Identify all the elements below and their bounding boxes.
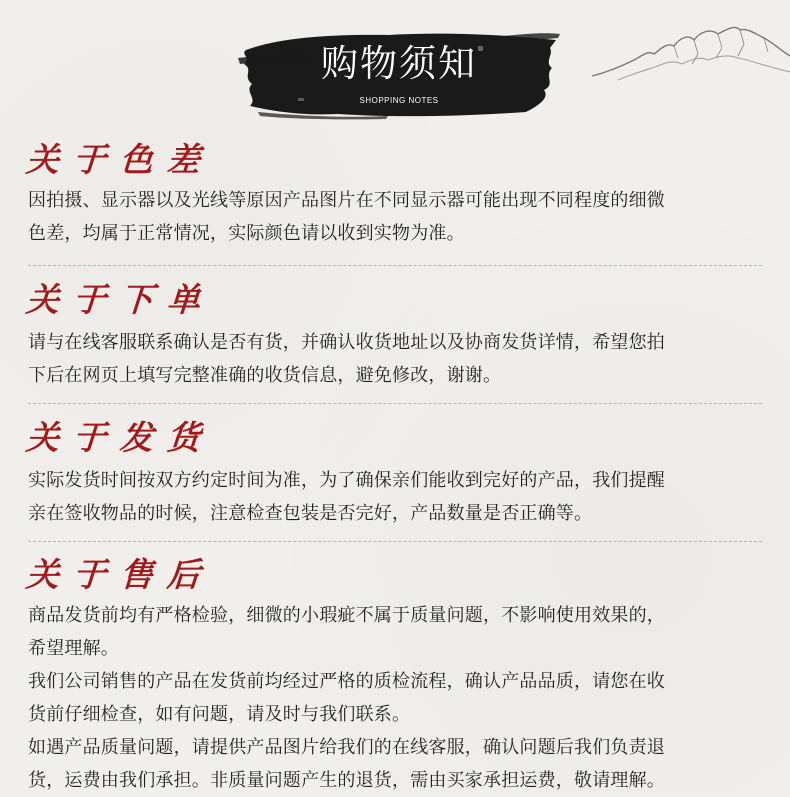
paragraph-line: 如遇产品质量问题，请提供产品图片给我们的在线客服，确认问题后我们负责退 (28, 737, 665, 758)
section-shipping (24, 418, 768, 530)
mountain-ink-icon (588, 20, 790, 90)
paragraph-line: 实际发货时间按双方约定时间为准，为了确保亲们能收到完好的产品，我们提醒 (28, 470, 665, 491)
section-divider (28, 541, 762, 542)
section-body (28, 326, 768, 392)
section-heading: 关于下单 (24, 280, 216, 319)
section-color-difference (24, 140, 768, 250)
paragraph-line: 请与在线客服联系确认是否有货，并确认收货地址以及协商发货详情，希望您拍 (28, 332, 665, 353)
section-heading: 关于色差 (24, 140, 216, 179)
section-body (28, 464, 768, 530)
paragraph-line: 我们公司销售的产品在发货前均经过严格的质检流程，确认产品品质，请您在收 (28, 671, 665, 692)
paragraph-line: 亲在签收物品的时候，注意检查包装是否完好，产品数量是否正确等。 (28, 503, 593, 524)
section-body (28, 184, 768, 250)
paragraph-line: 希望理解。 (28, 638, 119, 659)
section-divider (28, 403, 762, 404)
section-heading: 关于售后 (24, 555, 216, 594)
paragraph-line: 下后在网页上填写完整准确的收货信息，避免修改，谢谢。 (28, 365, 502, 386)
page-title: 购物须知 (321, 42, 477, 85)
section-body (28, 599, 768, 797)
section-ordering (24, 280, 768, 392)
paragraph-line: 色差，均属于正常情况，实际颜色请以收到实物为准。 (28, 223, 465, 244)
section-heading: 关于发货 (24, 418, 216, 457)
section-divider (28, 265, 762, 266)
paragraph-line: 商品发货前均有严格检验，细微的小瑕疵不属于质量问题，不影响使用效果的， (28, 605, 665, 626)
section-after-sales (24, 555, 768, 797)
header-banner (238, 28, 560, 120)
page-subtitle: SHOPPING NOTES (359, 96, 439, 105)
paragraph-line: 因拍摄、显示器以及光线等原因产品图片在不同显示器可能出现不同程度的细微 (28, 190, 665, 211)
paragraph-line: 货前仔细检查，如有问题，请及时与我们联系。 (28, 704, 411, 725)
paragraph-line: 货，运费由我们承担。非质量问题产生的退货，需由买家承担运费，敬请理解。 (28, 770, 665, 791)
